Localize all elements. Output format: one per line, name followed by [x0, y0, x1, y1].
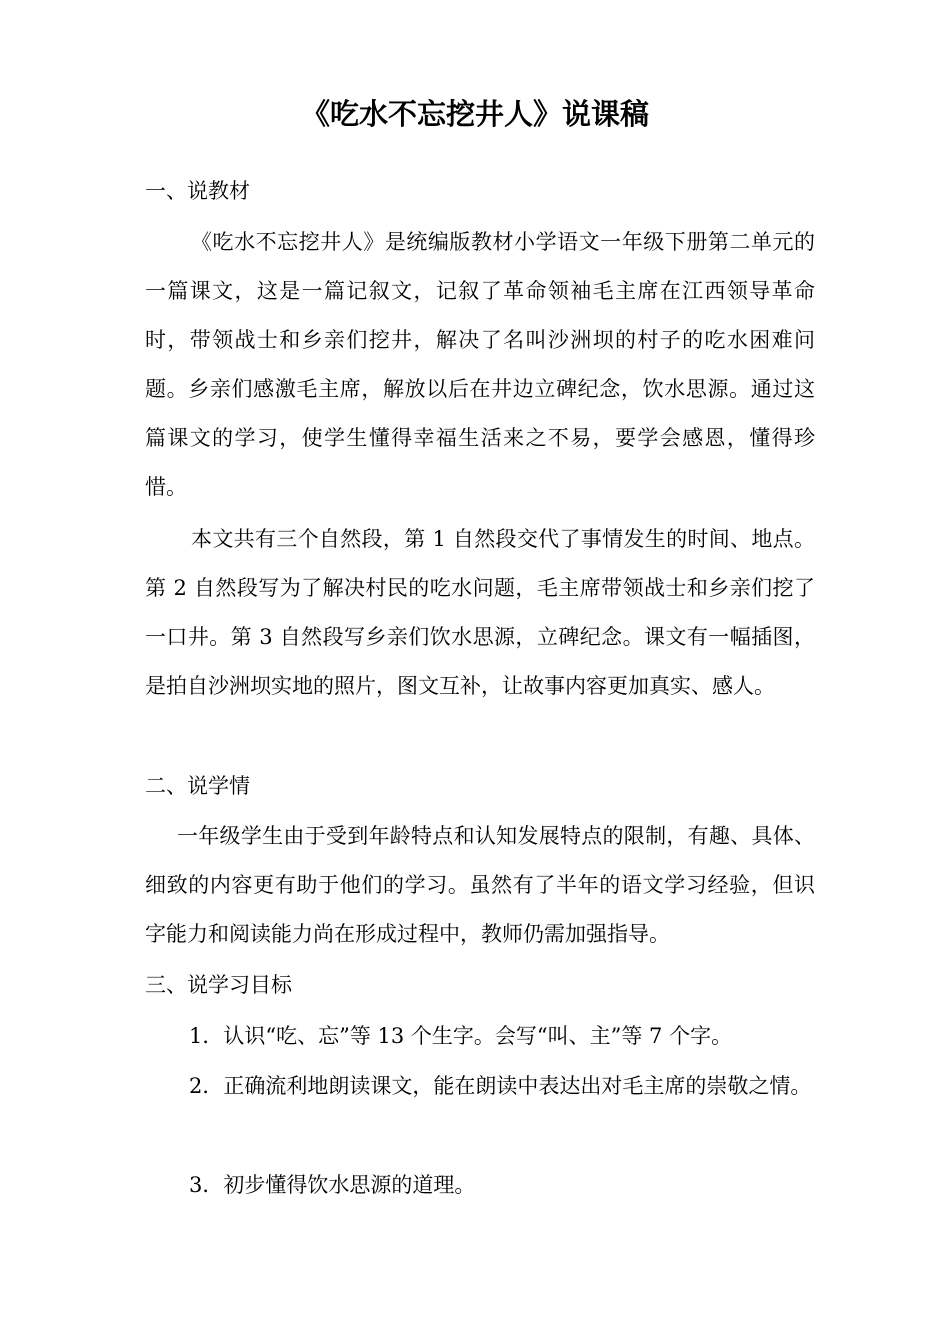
section-heading-student-analysis: 二、说学情: [145, 774, 250, 798]
section-heading-learning-goals: 三、说学习目标: [145, 973, 292, 997]
list-item-goal-2: 2．正确流利地朗读课文，能在朗读中表达出对毛主席的崇敬之情。: [189, 1074, 812, 1098]
paragraph-text-structure: 本文共有三个自然段，第 1 自然段交代了事情发生的时间、地点。第 2 自然段写为了解决村民的吃水问题，毛主席带领战士和乡亲们挖了一口井。第 3 自然段写乡亲们饮水思源，立碑纪念。课文有一幅插图，是拍自沙洲坝实地的照片，图文互补，让故事内容更加真实、感人。: [145, 527, 815, 698]
paragraph-student-analysis: 一年级学生由于受到年龄特点和认知发展特点的限制，有趣、具体、细致的内容更有助于他们的学习。虽然有了半年的语文学习经验，但识字能力和阅读能力尚在形成过程中，教师仍需加强指导。: [145, 824, 815, 946]
list-item-goal-3: 3．初步懂得饮水思源的道理。: [189, 1173, 476, 1197]
section-heading-teaching-material: 一、说教材: [145, 179, 250, 203]
list-item-goal-1: 1．认识“吃、忘”等 13 个生字。会写“叫、主”等 7 个字。: [189, 1024, 733, 1048]
paragraph-textbook-intro: 《吃水不忘挖井人》是统编版教材小学语文一年级下册第二单元的一篇课文，这是一篇记叙文，记叙了革命领袖毛主席在江西领导革命时，带领战士和乡亲们挖井，解决了名叫沙洲坝的村子的吃水困难问题。乡亲们感激毛主席，解放以后在井边立碑纪念，饮水思源。通过这篇课文的学习，使学生懂得幸福生活来之不易，要学会感恩，懂得珍惜。: [145, 230, 815, 499]
document-title: 《吃水不忘挖井人》说课稿: [300, 97, 649, 131]
